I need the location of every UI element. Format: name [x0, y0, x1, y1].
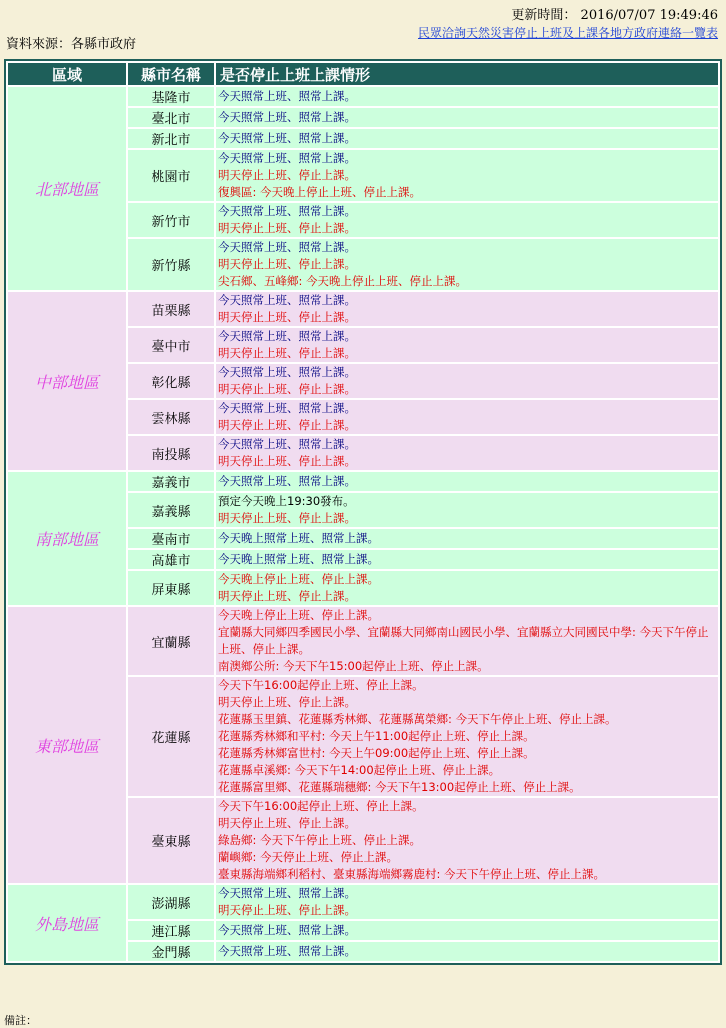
status-line: 今天照常上班、照常上課。 [218, 329, 356, 343]
city-name: 金門縣 [128, 942, 214, 961]
city-name: 雲林縣 [128, 400, 214, 434]
status-line: 明天停止上班、停止上課。 [218, 168, 356, 182]
update-time [511, 4, 718, 23]
page-header [0, 0, 726, 56]
status-line: 綠島鄉: 今天下午停止上班、停止上課。 [218, 833, 422, 847]
footer-note: 備註： [4, 1014, 37, 1027]
status-cell [216, 550, 718, 569]
status-cell [216, 607, 718, 675]
status-line: 明天停止上班、停止上課。 [218, 511, 356, 525]
closure-table-container [4, 59, 722, 965]
status-line: 明天停止上班、停止上課。 [218, 346, 356, 360]
city-name: 苗栗縣 [128, 292, 214, 326]
status-line: 明天停止上班、停止上課。 [218, 454, 356, 468]
city-name: 基隆市 [128, 87, 214, 106]
status-line: 南澳鄉公所: 今天下午15:00起停止上班、停止上課。 [218, 659, 489, 673]
status-line: 今天下午16:00起停止上班、停止上課。 [218, 678, 424, 692]
city-name: 臺東縣 [128, 798, 214, 883]
status-line: 花蓮縣玉里鎮、花蓮縣秀林鄉、花蓮縣萬榮鄉: 今天下午停止上班、停止上課。 [218, 712, 617, 726]
status-cell [216, 798, 718, 883]
city-name: 澎湖縣 [128, 885, 214, 919]
city-name: 花蓮縣 [128, 677, 214, 796]
col-header-status: 是否停止上班上課情形 [216, 63, 718, 85]
status-line: 今天照常上班、照常上課。 [218, 240, 356, 254]
status-line: 今天照常上班、照常上課。 [218, 886, 356, 900]
status-cell [216, 87, 718, 106]
region-east: 東部地區 [8, 607, 126, 883]
update-time-value: 2016/07/07 19:49:46 [580, 8, 718, 23]
city-name: 連江縣 [128, 921, 214, 940]
status-line: 今天照常上班、照常上課。 [218, 204, 356, 218]
status-cell [216, 921, 718, 940]
status-cell [216, 493, 718, 527]
table-row [8, 885, 718, 919]
status-line: 花蓮縣富里鄉、花蓮縣瑞穗鄉: 今天下午13:00起停止上班、停止上課。 [218, 780, 581, 794]
status-line: 今天晚上照常上班、照常上課。 [218, 531, 379, 545]
status-line: 尖石鄉、五峰鄉: 今天晚上停止上班、停止上課。 [218, 274, 468, 288]
status-cell [216, 292, 718, 326]
status-cell [216, 885, 718, 919]
region-south: 南部地區 [8, 472, 126, 605]
status-line: 明天停止上班、停止上課。 [218, 816, 356, 830]
closure-table [4, 59, 722, 965]
status-cell [216, 129, 718, 148]
status-line: 今天照常上班、照常上課。 [218, 474, 356, 488]
status-line: 預定今天晚上19:30發布。 [218, 494, 355, 508]
status-line: 今天照常上班、照常上課。 [218, 110, 356, 124]
table-row [8, 87, 718, 106]
city-name: 新北市 [128, 129, 214, 148]
status-cell [216, 400, 718, 434]
status-cell [216, 364, 718, 398]
status-line: 明天停止上班、停止上課。 [218, 903, 356, 917]
table-row [8, 472, 718, 491]
status-line: 今天照常上班、照常上課。 [218, 89, 356, 103]
status-cell [216, 571, 718, 605]
status-cell [216, 239, 718, 290]
contact-list-link[interactable]: 民眾洽詢天然災害停止上班及上課各地方政府連絡一覽表 [417, 26, 718, 40]
city-name: 彰化縣 [128, 364, 214, 398]
status-line: 今天照常上班、照常上課。 [218, 401, 356, 415]
table-body [8, 87, 718, 961]
status-cell [216, 942, 718, 961]
status-line: 今天照常上班、照常上課。 [218, 923, 356, 937]
city-name: 宜蘭縣 [128, 607, 214, 675]
status-line: 花蓮縣卓溪鄉: 今天下午14:00起停止上班、停止上課。 [218, 763, 501, 777]
status-line: 今天晚上照常上班、照常上課。 [218, 552, 379, 566]
table-header-row [8, 63, 718, 85]
city-name: 新竹市 [128, 203, 214, 237]
city-name: 嘉義縣 [128, 493, 214, 527]
status-line: 今天照常上班、照常上課。 [218, 944, 356, 958]
status-line: 臺東縣海端鄉利稻村、臺東縣海端鄉霧鹿村: 今天下午停止上班、停止上課。 [218, 867, 606, 881]
status-line: 明天停止上班、停止上課。 [218, 310, 356, 324]
status-line: 今天照常上班、照常上課。 [218, 131, 356, 145]
status-line: 復興區: 今天晚上停止上班、停止上課。 [218, 185, 422, 199]
city-name: 屏東縣 [128, 571, 214, 605]
status-cell [216, 328, 718, 362]
status-line: 明天停止上班、停止上課。 [218, 257, 356, 271]
status-cell [216, 203, 718, 237]
status-line: 今天照常上班、照常上課。 [218, 293, 356, 307]
table-row [8, 292, 718, 326]
city-name: 嘉義市 [128, 472, 214, 491]
status-cell [216, 150, 718, 201]
status-line: 今天晚上停止上班、停止上課。 [218, 572, 379, 586]
region-north: 北部地區 [8, 87, 126, 290]
city-name: 臺北市 [128, 108, 214, 127]
status-cell [216, 529, 718, 548]
status-line: 蘭嶼鄉: 今天停止上班、停止上課。 [218, 850, 399, 864]
col-header-region: 區域 [8, 63, 126, 85]
status-line: 宜蘭縣大同鄉四季國民小學、宜蘭縣大同鄉南山國民小學、宜蘭縣立大同國民中學: 今天下午停止上班、停止上課。 [218, 625, 709, 656]
update-time-label: 更新時間： [511, 8, 577, 23]
status-line: 今天晚上停止上班、停止上課。 [218, 608, 379, 622]
city-name: 南投縣 [128, 436, 214, 470]
city-name: 桃園市 [128, 150, 214, 201]
status-line: 明天停止上班、停止上課。 [218, 418, 356, 432]
status-cell [216, 677, 718, 796]
city-name: 新竹縣 [128, 239, 214, 290]
status-line: 今天照常上班、照常上課。 [218, 365, 356, 379]
region-islands: 外島地區 [8, 885, 126, 961]
status-line: 明天停止上班、停止上課。 [218, 221, 356, 235]
status-line: 今天照常上班、照常上課。 [218, 151, 356, 165]
status-line: 今天下午16:00起停止上班、停止上課。 [218, 799, 424, 813]
status-line: 明天停止上班、停止上課。 [218, 589, 356, 603]
status-cell [216, 436, 718, 470]
table-row [8, 607, 718, 675]
city-name: 高雄市 [128, 550, 214, 569]
city-name: 臺南市 [128, 529, 214, 548]
status-cell [216, 108, 718, 127]
status-line: 今天照常上班、照常上課。 [218, 437, 356, 451]
status-line: 明天停止上班、停止上課。 [218, 382, 356, 396]
city-name: 臺中市 [128, 328, 214, 362]
status-line: 花蓮縣秀林鄉和平村: 今天上午11:00起停止上班、停止上課。 [218, 729, 535, 743]
status-line: 明天停止上班、停止上課。 [218, 695, 356, 709]
region-central: 中部地區 [8, 292, 126, 470]
data-source: 資料來源：各縣市政府 [6, 37, 137, 52]
status-cell [216, 472, 718, 491]
col-header-city: 縣市名稱 [128, 63, 214, 85]
status-line: 花蓮縣秀林鄉富世村: 今天上午09:00起停止上班、停止上課。 [218, 746, 535, 760]
